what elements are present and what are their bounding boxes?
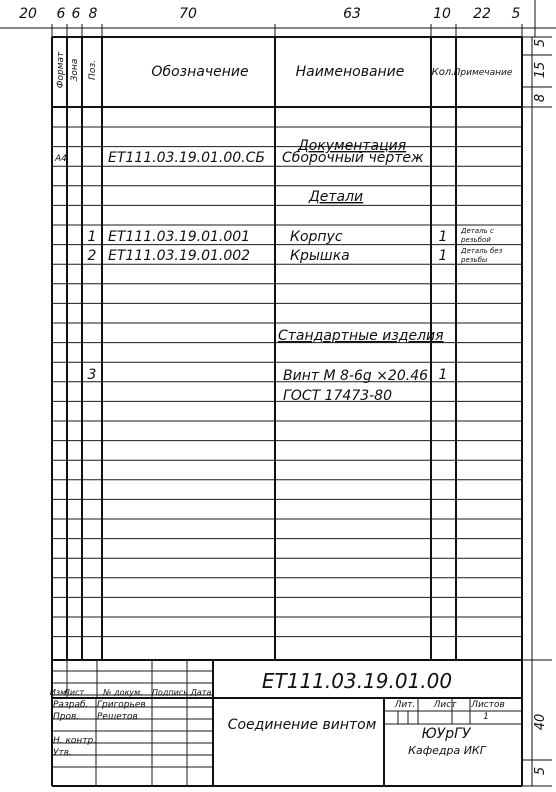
col-label-date: Дата <box>190 688 212 697</box>
row-note-line-1: Деталь без <box>461 247 503 255</box>
col-label-doc-number: № докум. <box>103 688 143 697</box>
row-qty: 1 <box>438 229 448 245</box>
row-note-line-2: резьбой <box>461 236 491 244</box>
row-name: Корпус <box>290 229 343 245</box>
section-heading: Детали <box>308 189 364 205</box>
table-row <box>88 247 503 264</box>
role-checker: Пров. <box>53 712 80 722</box>
dim-note-width: 22 <box>473 6 491 22</box>
sheets-count: 1 <box>483 712 489 722</box>
row-pos: 3 <box>87 367 97 383</box>
row-format: А4 <box>55 154 67 164</box>
col-label-sheet: Лист <box>63 688 85 697</box>
document-code: ЕТ111.03.19.01.00 <box>261 669 453 693</box>
dim-name-width: 63 <box>343 6 361 22</box>
row-note-line-2: резьбы <box>461 256 488 264</box>
dim-qty-width: 10 <box>433 6 451 22</box>
header-zone: Зона <box>70 58 80 82</box>
row-name: Крышка <box>290 248 350 264</box>
label-sheet: Лист <box>433 700 457 710</box>
section-row-parts <box>308 189 363 205</box>
header-qty: Кол. <box>431 67 455 78</box>
row-qty: 1 <box>438 248 448 264</box>
col-label-change: Изм <box>49 688 67 697</box>
row-name: ГОСТ 17473-80 <box>283 388 392 404</box>
table-row <box>283 388 392 404</box>
row-name: Сборочный чертеж <box>282 150 424 166</box>
person-developer: Григорьев <box>97 700 146 710</box>
section-heading: Документация <box>297 138 407 154</box>
section-row-standard-items <box>278 328 444 344</box>
row-designation: ЕТ111.03.19.01.002 <box>108 248 251 264</box>
dim-zone-width: 6 <box>56 6 66 22</box>
header-name: Наименование <box>295 64 405 80</box>
document-title: Соединение винтом <box>227 717 377 733</box>
header-format: Формат <box>56 51 66 89</box>
dim-pos-col-width: 8 <box>88 6 98 22</box>
row-designation: ЕТ111.03.19.01.001 <box>108 229 251 245</box>
header-pos: Поз. <box>88 60 98 80</box>
dim-top-margin: 5 <box>533 38 548 48</box>
dim-format-width: 20 <box>19 6 37 22</box>
row-note-line-1: Деталь с <box>461 227 494 235</box>
role-approved: Утв. <box>53 748 72 758</box>
role-norm-control: Н. контр. <box>53 736 97 746</box>
role-developer: Разраб. <box>53 700 89 710</box>
label-sheets: Листов <box>471 700 505 710</box>
dim-designation-width: 70 <box>179 6 197 22</box>
label-letter: Лит. <box>394 700 416 710</box>
row-name: Винт М 8-6g ×20.46 <box>283 368 429 384</box>
dim-bottom-margin: 5 <box>533 766 548 776</box>
header-designation: Обозначение <box>151 64 249 80</box>
row-qty: 1 <box>438 367 448 383</box>
dim-header-height: 15 <box>533 61 548 79</box>
dim-margin-width: 5 <box>511 6 521 22</box>
row-designation: ЕТ111.03.19.01.00.СБ <box>108 150 266 166</box>
header-note: Примечание <box>453 68 513 78</box>
row-pos: 2 <box>87 248 97 264</box>
person-checker: Решетов <box>97 712 138 722</box>
organization: ЮУрГУ <box>421 726 471 742</box>
dim-title-block-height: 40 <box>533 713 548 731</box>
table-row <box>54 150 424 166</box>
dim-pos-width: 6 <box>71 6 81 22</box>
col-label-signature: Подпись <box>152 688 188 697</box>
department: Кафедра ИКГ <box>408 744 486 757</box>
section-heading: Стандартные изделия <box>278 328 444 344</box>
row-pos: 1 <box>87 229 97 245</box>
dim-row-height: 8 <box>533 93 548 103</box>
